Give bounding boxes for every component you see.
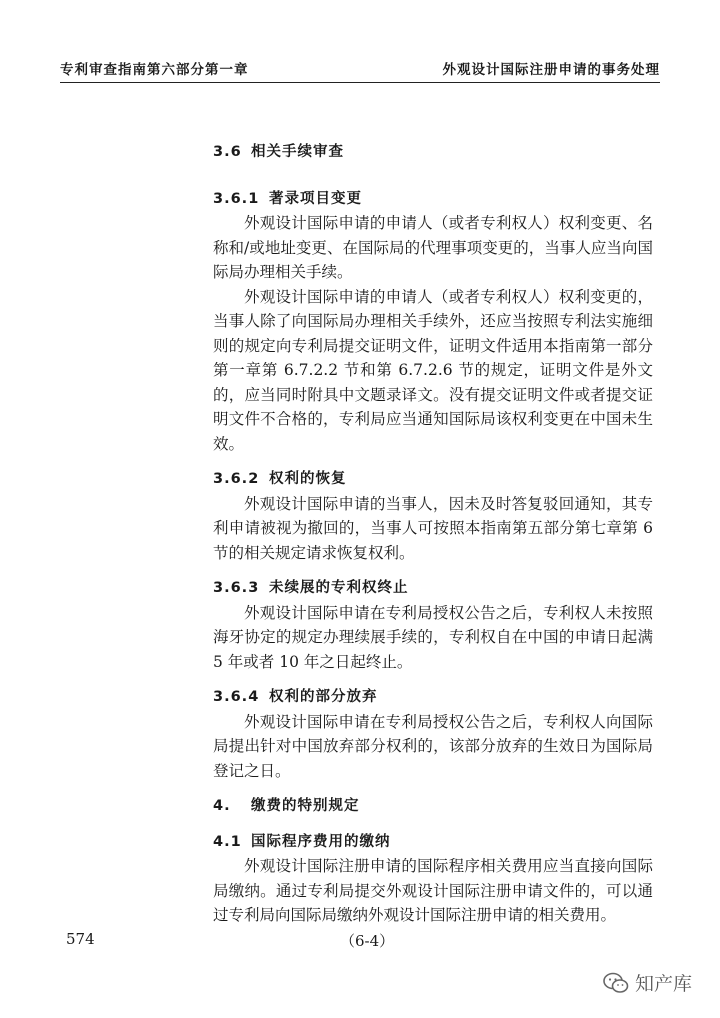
chapter-page-code: （6-4） bbox=[340, 932, 395, 950]
heading-4-1 bbox=[213, 830, 653, 855]
heading-3-6-3 bbox=[213, 576, 653, 601]
heading-title: 权利的部分放弃 bbox=[269, 689, 378, 705]
watermark bbox=[603, 969, 692, 996]
page-body bbox=[213, 140, 653, 928]
paragraph: 外观设计国际申请的当事人，因未及时答复驳回通知，其专利申请被视为撤回的，当事人可按照本指南第五部分第七章第 6 节的相关规定请求恢复权利。 bbox=[213, 494, 653, 562]
heading-title: 相关手续审查 bbox=[251, 144, 344, 160]
paragraph: 外观设计国际申请的申请人（或者专利权人）权利变更的，当事人除了向国际局办理相关手续外，还应当按照专利法实施细则的规定向专利局提交证明文件，证明文件适用本指南第一部分第一章第 6.7.2.2 节和第 6.7.2.6 节的规定，证明文件是外文的，应当同时附具中文题录译文。没有提交证明文件或者提交证明文件不合格的，专利局应当通知国际局该权利变更在中国未生效。 bbox=[213, 287, 653, 453]
heading-number: 3.6.3 bbox=[213, 580, 260, 596]
heading-title: 未续展的专利权终止 bbox=[269, 580, 409, 596]
page-number: 574 bbox=[66, 930, 95, 948]
heading-number: 3.6.1 bbox=[213, 190, 260, 207]
heading-3-6-4 bbox=[213, 685, 653, 710]
running-header bbox=[60, 56, 660, 83]
heading-3-6-1 bbox=[213, 187, 653, 212]
heading-title: 著录项目变更 bbox=[269, 190, 362, 207]
header-right-title: 外观设计国际注册申请的事务处理 bbox=[442, 62, 660, 78]
heading-3-6 bbox=[213, 140, 653, 165]
heading-number: 4.1 bbox=[213, 833, 242, 850]
header-left-title: 专利审查指南第六部分第一章 bbox=[60, 62, 249, 78]
paragraph: 外观设计国际申请的申请人（或者专利权人）权利变更、名称和/或地址变更、在国际局的代理事项变更的，当事人应当向国际局办理相关手续。 bbox=[213, 214, 653, 281]
paragraph: 外观设计国际申请在专利局授权公告之后，专利权人未按照海牙协定的规定办理续展手续的，专利权自在中国的申请日起满 5 年或者 10 年之日起终止。 bbox=[213, 603, 653, 671]
heading-number: 4. bbox=[213, 798, 231, 814]
heading-title: 缴费的特别规定 bbox=[251, 798, 360, 814]
heading-3-6-2 bbox=[213, 467, 653, 492]
wechat-icon bbox=[603, 972, 629, 994]
heading-title: 权利的恢复 bbox=[269, 471, 347, 487]
heading-number: 3.6.2 bbox=[213, 471, 260, 487]
heading-4 bbox=[213, 794, 653, 819]
watermark-text: 知产库 bbox=[634, 973, 692, 995]
paragraph: 外观设计国际申请在专利局授权公告之后，专利权人向国际局提出针对中国放弃部分权利的，该部分放弃的生效日为国际局登记之日。 bbox=[213, 712, 653, 780]
heading-number: 3.6.4 bbox=[213, 689, 260, 705]
heading-number: 3.6 bbox=[213, 144, 242, 160]
heading-title: 国际程序费用的缴纳 bbox=[251, 833, 391, 850]
paragraph: 外观设计国际注册申请的国际程序相关费用应当直接向国际局缴纳。通过专利局提交外观设计国际注册申请文件的，可以通过专利局向国际局缴纳外观设计国际注册申请的相关费用。 bbox=[213, 857, 653, 924]
